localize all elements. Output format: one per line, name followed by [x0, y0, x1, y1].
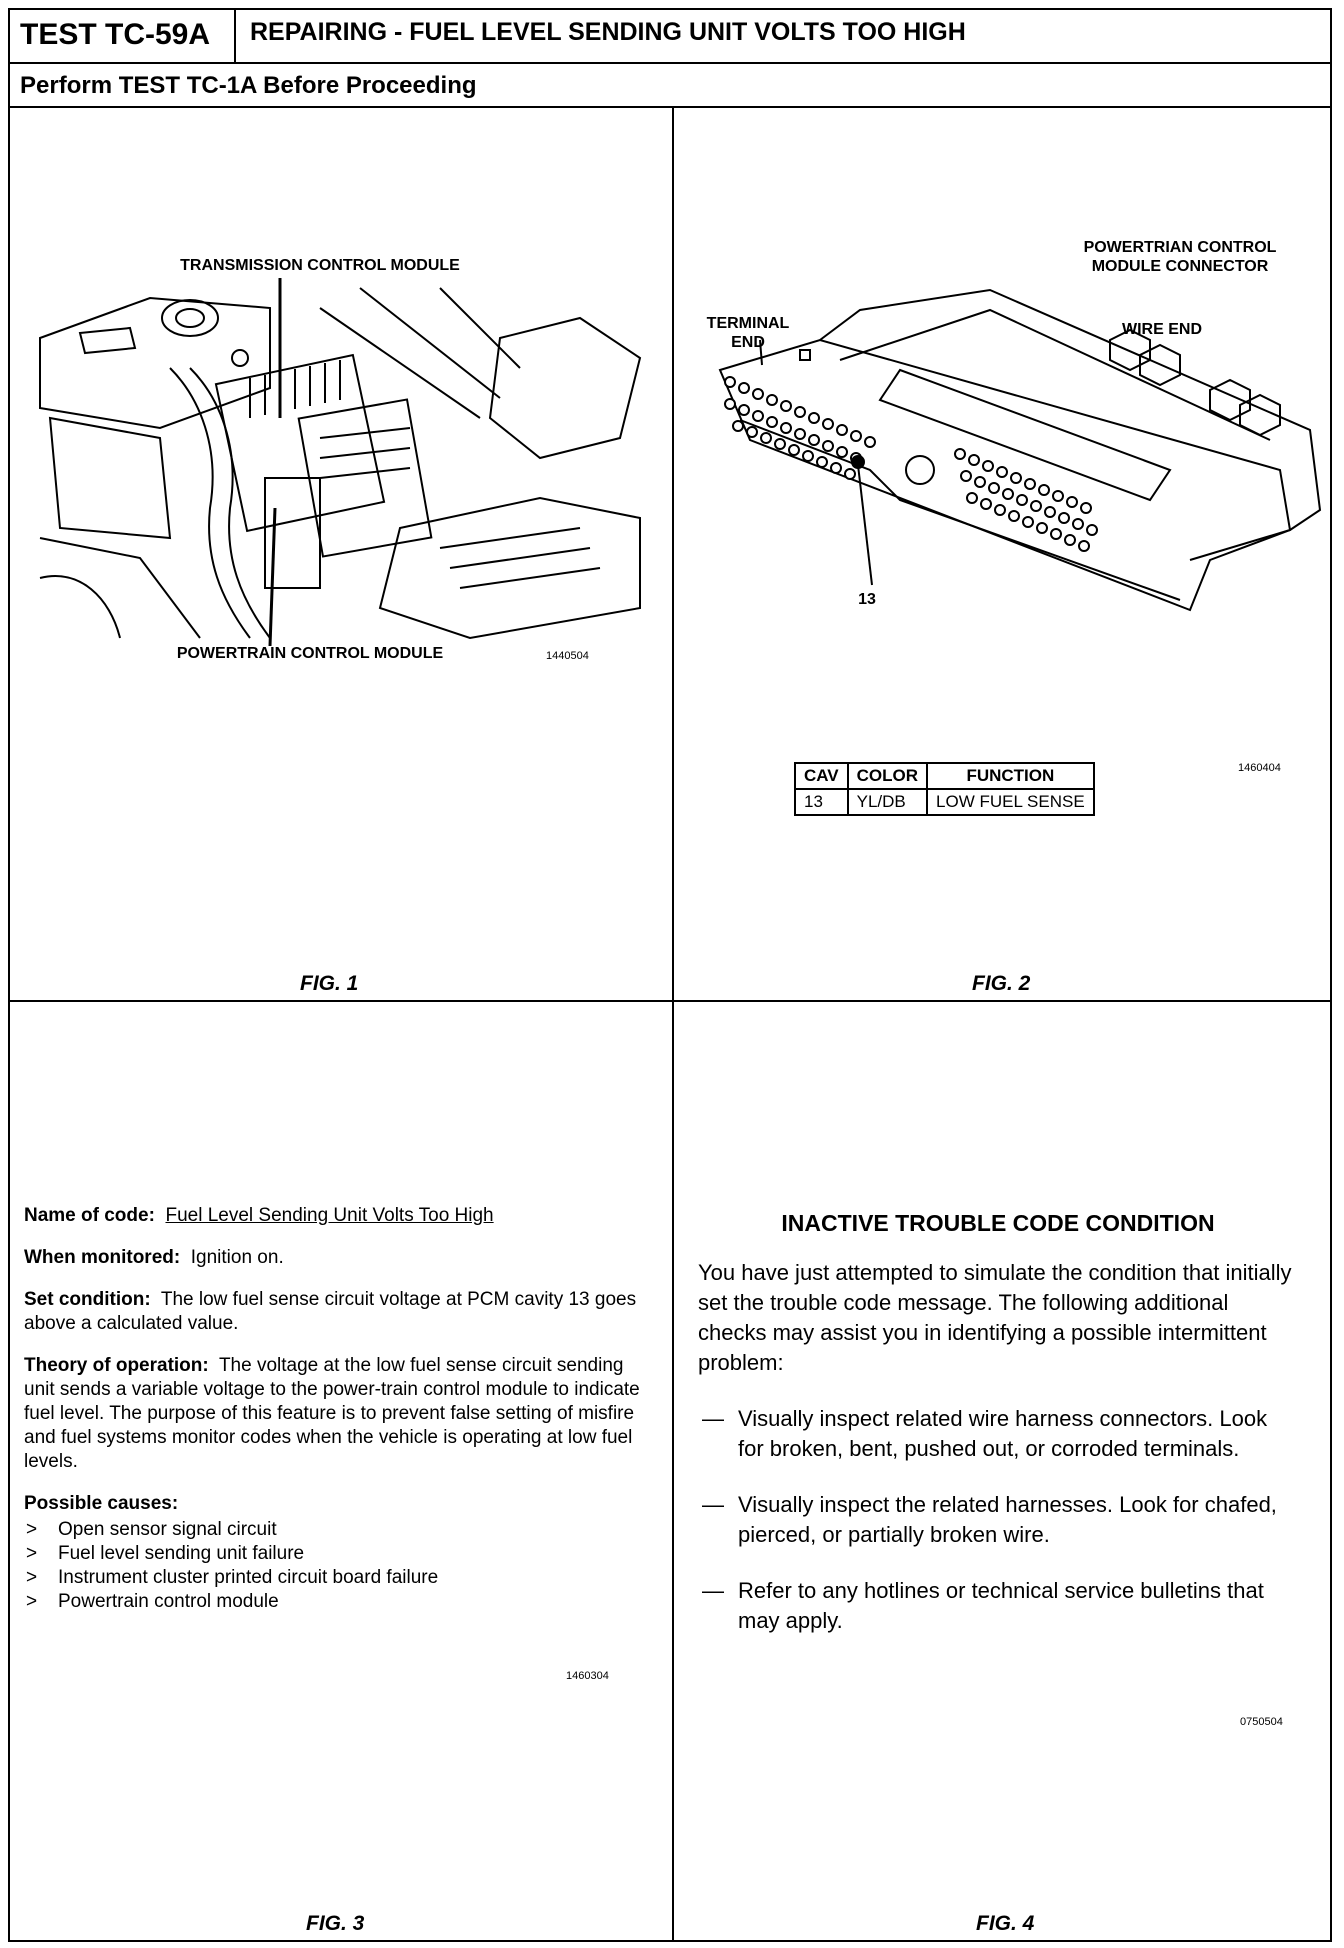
- connector-pin: [1067, 497, 1077, 507]
- fig4-caption: FIG. 4: [976, 1912, 1035, 1935]
- possible-causes-list: [24, 1518, 654, 1614]
- connector-pin: [997, 467, 1007, 477]
- table-header-color: COLOR: [848, 763, 927, 789]
- connector-pin: [995, 505, 1005, 515]
- connector-pin: [1011, 473, 1021, 483]
- cause-text: Open sensor signal circuit: [58, 1519, 277, 1540]
- when-monitored-label: When monitored:: [24, 1247, 181, 1268]
- connector-pin: [989, 483, 999, 493]
- connector-pin: [1039, 485, 1049, 495]
- fig3-code-description: [24, 1204, 654, 1614]
- connector-pin: [809, 435, 819, 445]
- table-cell-color: YL/DB: [848, 789, 927, 815]
- connector-pin: [767, 417, 777, 427]
- cause-text: Fuel level sending unit failure: [58, 1543, 305, 1564]
- fig4-code: 0750504: [1240, 1716, 1283, 1728]
- connector-pin: [1003, 489, 1013, 499]
- check-text: Visually inspect related wire harness connectors. Look for broken, bent, pushed out, or corroded terminals.: [738, 1406, 1268, 1461]
- connector-pin: [747, 427, 757, 437]
- document-page: [8, 8, 1332, 1942]
- list-item: — Visually inspect related wire harness connectors. Look for broken, bent, pushed out, or corroded terminals.: [702, 1406, 1268, 1461]
- fig4-intro: You have just attempted to simulate the condition that initially set the trouble code message. The following additional checks may assist you in identifying a possible intermittent problem:: [698, 1260, 1292, 1375]
- connector-pin: [1023, 517, 1033, 527]
- when-monitored-row: [24, 1246, 654, 1270]
- connector-pin: [983, 461, 993, 471]
- connector-pin: [767, 395, 777, 405]
- connector-pin: [761, 433, 771, 443]
- connector-pin: [789, 445, 799, 455]
- connector-pin: [733, 421, 743, 431]
- fig1-engine-illustration: [20, 278, 660, 648]
- connector-pin: [739, 405, 749, 415]
- connector-pin: [753, 389, 763, 399]
- fig1-caption: FIG. 1: [300, 972, 359, 995]
- list-item: > Powertrain control module: [26, 1591, 279, 1612]
- theory-value: The voltage at the low fuel sense circuit sending unit sends a variable voltage to the power-train control module to indicate fuel level. The purpose of this feature is to prevent false setting of misfire and fuel systems monitor codes when the vehicle is operating at low fuel levels.: [24, 1355, 640, 1472]
- code-name-label: Name of code:: [24, 1205, 155, 1226]
- connector-pin: [1065, 535, 1075, 545]
- when-monitored-value: Ignition on.: [190, 1247, 284, 1268]
- connector-pin: [1037, 523, 1047, 533]
- connector-pin: [803, 451, 813, 461]
- column-divider: [672, 108, 674, 1942]
- cause-text: Instrument cluster printed circuit board failure: [58, 1567, 439, 1588]
- connector-pin: [781, 423, 791, 433]
- test-id: TEST TC-59A: [10, 10, 236, 62]
- connector-pin: [809, 413, 819, 423]
- connector-pin: [955, 449, 965, 459]
- connector-pin: [1073, 519, 1083, 529]
- connector-pin: [1053, 491, 1063, 501]
- check-text: Refer to any hotlines or technical service bulletins that may apply.: [738, 1578, 1264, 1633]
- list-item: — Refer to any hotlines or technical service bulletins that may apply.: [702, 1578, 1264, 1633]
- table-cell-function: LOW FUEL SENSE: [927, 789, 1094, 815]
- connector-pin: [725, 377, 735, 387]
- header-bar: [10, 10, 1330, 64]
- set-condition-value: The low fuel sense circuit voltage at PCM cavity 13 goes above a calculated value.: [24, 1289, 637, 1334]
- list-item: > Fuel level sending unit failure: [26, 1543, 305, 1564]
- connector-pin: [725, 399, 735, 409]
- connector-pin: [1051, 529, 1061, 539]
- connector-pin: [817, 457, 827, 467]
- fig2-code: 1460404: [1238, 762, 1281, 774]
- connector-pin: [823, 419, 833, 429]
- theory-label: Theory of operation:: [24, 1355, 209, 1376]
- fig4-inactive-condition: [698, 1208, 1298, 1662]
- list-item: > Open sensor signal circuit: [26, 1519, 277, 1540]
- list-item: > Instrument cluster printed circuit board failure: [26, 1567, 439, 1588]
- connector-pin: [1025, 479, 1035, 489]
- theory-row: [24, 1354, 654, 1474]
- fig2-label-terminal: TERMINAL END: [706, 315, 790, 351]
- check-text: Visually inspect the related harnesses. Look for chafed, pierced, or partially broken wire.: [738, 1492, 1277, 1547]
- fig3-code: 1460304: [566, 1670, 609, 1682]
- fig2-label-connector: POWERTRIAN CONTROL MODULE CONNECTOR: [1083, 239, 1277, 275]
- connector-pin: [961, 471, 971, 481]
- connector-pin: [851, 431, 861, 441]
- code-name-row: [24, 1204, 654, 1228]
- connector-pin: [753, 411, 763, 421]
- connector-pin: [837, 447, 847, 457]
- fig2-cavity-table: [794, 762, 1095, 816]
- fig1-label-tcm: TRANSMISSION CONTROL MODULE: [180, 257, 460, 274]
- fig1-code: 1440504: [546, 650, 589, 662]
- fig2-pin-label: 13: [858, 591, 876, 608]
- connector-pin: [1045, 507, 1055, 517]
- fig4-heading: INACTIVE TROUBLE CODE CONDITION: [781, 1210, 1215, 1236]
- connector-pin: [1079, 541, 1089, 551]
- table-cell-cav: 13: [795, 789, 848, 815]
- connector-pin: [845, 469, 855, 479]
- fig2-label-wire: WIRE END: [1122, 321, 1202, 338]
- set-condition-label: Set condition:: [24, 1289, 151, 1310]
- connector-pin: [865, 437, 875, 447]
- connector-pin: [781, 401, 791, 411]
- connector-pin: [739, 383, 749, 393]
- cause-text: Powertrain control module: [58, 1591, 279, 1612]
- connector-pin: [1081, 503, 1091, 513]
- code-name-value: Fuel Level Sending Unit Volts Too High: [165, 1205, 494, 1226]
- connector-pin: [1059, 513, 1069, 523]
- connector-pin: [975, 477, 985, 487]
- connector-pin: [1031, 501, 1041, 511]
- connector-pin: [967, 493, 977, 503]
- page-subtitle: Perform TEST TC-1A Before Proceeding: [10, 64, 1330, 108]
- connector-pin: [837, 425, 847, 435]
- possible-causes-label: Possible causes:: [24, 1493, 179, 1514]
- fig1-label-pcm: POWERTRAIN CONTROL MODULE: [176, 645, 444, 662]
- connector-pin: [775, 439, 785, 449]
- connector-pin: [981, 499, 991, 509]
- fig3-caption: FIG. 3: [306, 1912, 365, 1935]
- row-divider: [10, 1000, 1330, 1002]
- connector-pin: [823, 441, 833, 451]
- connector-pin: [795, 429, 805, 439]
- fig2-connector-illustration: [690, 270, 1330, 740]
- fig2-caption: FIG. 2: [972, 972, 1031, 995]
- table-header-function: FUNCTION: [927, 763, 1094, 789]
- set-condition-row: [24, 1288, 654, 1336]
- table-header-cav: CAV: [795, 763, 848, 789]
- connector-pin: [969, 455, 979, 465]
- connector-pin: [795, 407, 805, 417]
- connector-pin: [831, 463, 841, 473]
- list-item: — Visually inspect the related harnesses. Look for chafed, pierced, or partially broken wire.: [702, 1492, 1277, 1547]
- page-title: REPAIRING - FUEL LEVEL SENDING UNIT VOLTS TOO HIGH: [250, 18, 966, 46]
- connector-pin: [1017, 495, 1027, 505]
- connector-pin: [1087, 525, 1097, 535]
- connector-pin: [1009, 511, 1019, 521]
